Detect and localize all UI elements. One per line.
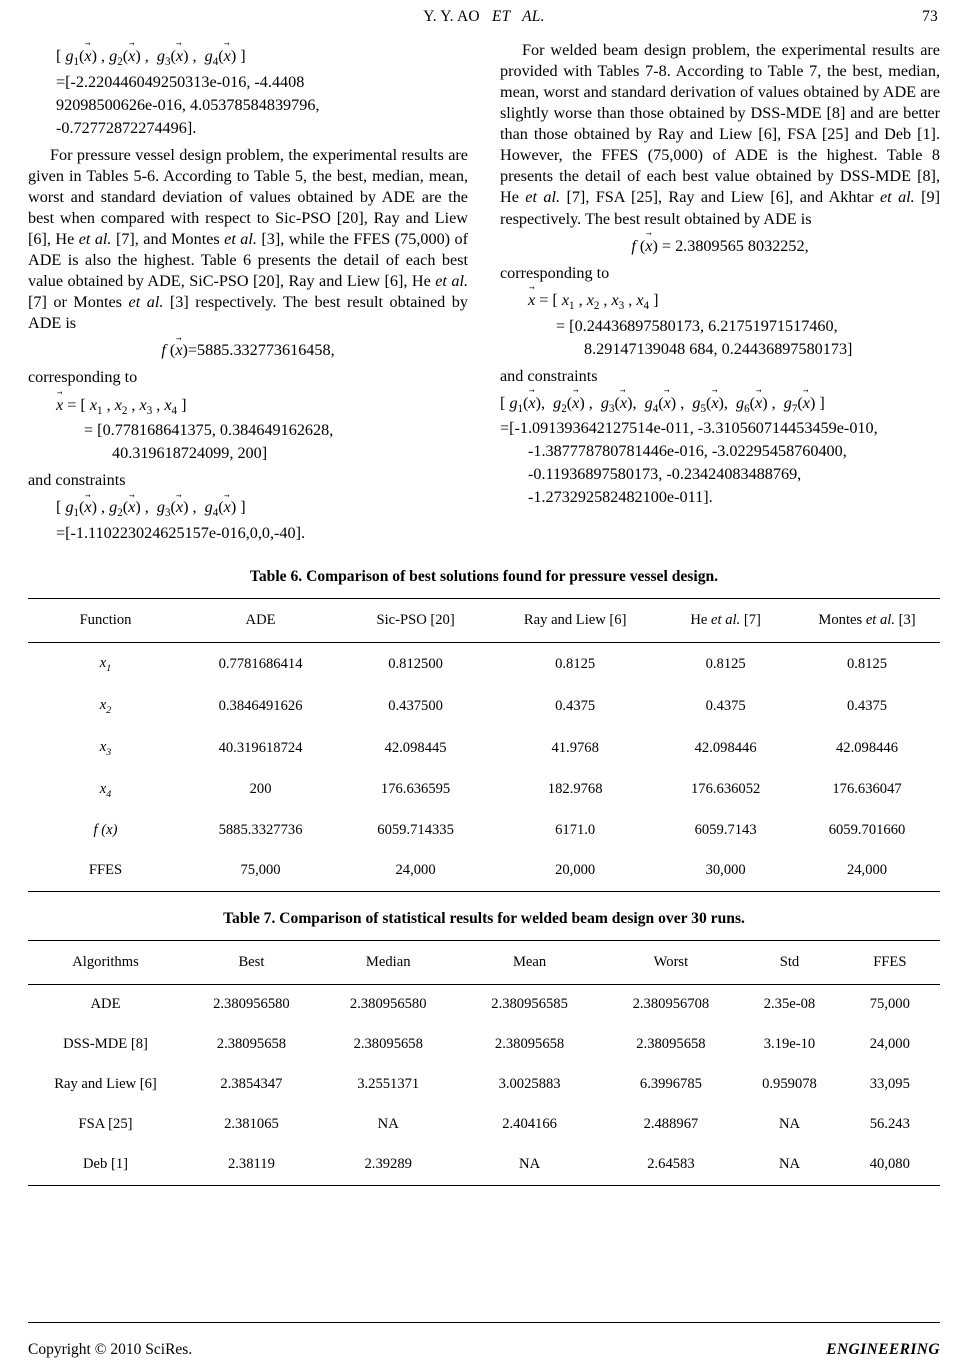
- table7-cell: 2.38095658: [216, 1036, 287, 1053]
- table6-cell: 0.812500: [388, 655, 443, 672]
- table-row: [28, 1105, 940, 1145]
- table7-header-row: [28, 940, 940, 984]
- right-constraints-values-2: -1.387778780781446e-016, -3.02295458760400,: [528, 442, 847, 461]
- table-row: [28, 811, 940, 851]
- body-columns: [28, 40, 940, 550]
- running-head-etal: ET AL.: [491, 8, 545, 25]
- table6-cell: 0.8125: [846, 655, 888, 672]
- table6-col-ray-liew: Ray and Liew [6]: [493, 599, 657, 643]
- right-vector-line: x → = [ $x_1$ , $x_2$ , $x_3$ , $x_4$ ]: [500, 289, 940, 315]
- journal-name: ENGINEERING: [826, 1341, 940, 1358]
- right-equation-f: f (x →) = 2.3809565 8032252,: [500, 235, 940, 258]
- right-constraints-label: and constraints: [500, 366, 598, 385]
- table7-cell: 3.2551371: [357, 1076, 420, 1093]
- table7-cell: NA: [778, 1116, 801, 1133]
- table6-cell: 0.8125: [705, 655, 746, 672]
- table7-col-median: Median: [320, 940, 457, 984]
- table6-cell: 42.098446: [694, 739, 757, 756]
- table6-cell: 5885.3327736: [218, 822, 303, 839]
- left-vector-values-1: = [0.778168641375, 0.384649162628,: [84, 421, 334, 440]
- table6-header-row: [28, 599, 940, 643]
- right-column: [500, 40, 940, 550]
- table6-cell: 0.4375: [846, 697, 888, 714]
- right-constraints-line: [ $g_1(x$ →), $g_2(x$ →) , $g_3(x$ →), $g_4(x$ →) , $g_5(x$ →), $g_6(x$ →) , $g_7(x$ →) ]: [500, 392, 940, 418]
- table7-cell: 2.380956580: [213, 996, 290, 1013]
- table6-col-montes: Montes et al. [3]: [794, 599, 940, 643]
- table7-col-mean: Mean: [457, 940, 603, 984]
- table7-col-std: Std: [739, 940, 839, 984]
- left-vector-block: [28, 394, 468, 466]
- table-row: [28, 685, 940, 727]
- table7-col-best: Best: [183, 940, 320, 984]
- table-row: [28, 1145, 940, 1186]
- right-constraints-values-1: =[-1.091393642127514e-011, -3.310560714453459e-010,: [500, 419, 878, 438]
- table7-cell: 2.38119: [183, 1145, 320, 1186]
- table-row: [28, 851, 940, 892]
- left-constraints-line: [ $g_1(x$ →) , $g_2(x$ →) , $g_3(x$ →) , $g_4(x$ →) ]: [28, 496, 468, 522]
- table7-cell: 33,095: [869, 1076, 910, 1093]
- table-row: [28, 727, 940, 769]
- table6-cell: 24,000: [794, 851, 940, 892]
- table7-cell: 2.404166: [502, 1116, 557, 1133]
- footer-divider: [28, 1322, 940, 1323]
- right-vector-values-2: 8.29147139048 684, 0.24436897580173]: [584, 339, 853, 358]
- table7-cell: 2.488967: [643, 1116, 699, 1133]
- table7-row-label: Ray and Liew [6]: [54, 1076, 157, 1093]
- copyright-notice: Copyright © 2010 SciRes.: [28, 1341, 193, 1358]
- running-head: [28, 0, 940, 34]
- left-paragraph-1: For pressure vessel design problem, the experimental results are given in Tables 5-6. According to Table 5, the best, median, mean, worst and standard deviation of values obtained by ADE are the best when compared with respect to Sic-PSO [20], Ray and Liew [6], He et al. [7], and Montes et al. [3], while the FFES (75,000) of ADE is also the highest. Table 6 presents the detail of each best value obtained by ADE, SiC-PSO [20], Ray and Liew [6], He et al. [7] or Montes et al. [3] respectively. The best result obtained by ADE is: [28, 145, 468, 333]
- table6-row-label: $x_3$: [99, 738, 112, 758]
- table-row: [28, 1065, 940, 1105]
- running-head-title: [28, 8, 940, 26]
- table6-cell: 6171.0: [555, 822, 596, 839]
- table6-cell: 176.636052: [690, 781, 761, 798]
- left-constraints-top-line4: -0.72772872274496].: [56, 118, 197, 137]
- table7-caption: Table 7. Comparison of statistical results for welded beam design over 30 runs.: [223, 909, 745, 927]
- table6-row-label: $x_2$: [99, 696, 112, 716]
- table6-cell: 42.098446: [836, 739, 899, 756]
- table7-col-ffes: FFES: [840, 940, 940, 984]
- table7-cell: 40,080: [840, 1145, 940, 1186]
- table6-cell: 30,000: [657, 851, 794, 892]
- left-column: [28, 40, 468, 550]
- right-constraints-values-3: -0.11936897580173, -0.23424083488769,: [528, 465, 802, 484]
- page-footer: [28, 1322, 940, 1359]
- table7-row-label: ADE: [90, 996, 121, 1013]
- table6-cell: 6059.7143: [694, 822, 757, 839]
- left-constraints-top-line3: 92098500626e-016, 4.05378584839796,: [56, 95, 320, 114]
- table6-row-label: $x_1$: [99, 654, 112, 674]
- left-equation-f: f (x →)=5885.332773616458,: [28, 339, 468, 362]
- table7-cell: 2.380956580: [349, 996, 427, 1013]
- table7-cell: 2.39289: [320, 1145, 457, 1186]
- table6-col-sicpso: Sic-PSO [20]: [338, 599, 493, 643]
- table7-cell: 2.380956585: [491, 996, 568, 1013]
- table6-cell: 0.437500: [388, 697, 443, 714]
- table7-cell: 2.35e-08: [763, 996, 816, 1013]
- left-constraints-top-block: [28, 45, 468, 140]
- table7-col-worst: Worst: [603, 940, 740, 984]
- table7-cell: NA: [377, 1116, 399, 1133]
- right-equation-f-block: [500, 235, 940, 258]
- table6-row-label: f (x): [93, 822, 118, 839]
- table6: [28, 598, 940, 892]
- left-vector-line: x → = [ $x_1$ , $x_2$ , $x_3$ , $x_4$ ]: [28, 394, 468, 420]
- table7-cell: 75,000: [869, 996, 910, 1013]
- table7-cell: 2.38095658: [353, 1036, 423, 1053]
- table6-row-label: $x_4$: [99, 780, 112, 800]
- table7-row-label: FSA [25]: [78, 1116, 133, 1133]
- left-constraints-block: [28, 496, 468, 545]
- table6-cell: 182.9768: [547, 781, 603, 798]
- table6-col-ade: ADE: [183, 599, 338, 643]
- table6-cell: 40.319618724: [218, 739, 303, 756]
- table6-wrapper: [28, 568, 940, 892]
- table6-cell: 176.636047: [832, 781, 902, 798]
- table7-cell: 2.38095658: [636, 1036, 706, 1053]
- left-constraints-top-line2: =[-2.220446049250313e-016, -4.4408: [56, 72, 305, 91]
- table6-cell: 75,000: [183, 851, 338, 892]
- page-number: 73: [922, 8, 938, 25]
- table7: [28, 940, 940, 1186]
- running-head-authors: Y. Y. AO: [423, 8, 480, 25]
- left-constraints-values: =[-1.110223024625157e-016,0,0,-40].: [56, 524, 306, 543]
- table-row: [28, 769, 940, 811]
- right-paragraph-1: For welded beam design problem, the experimental results are provided with Tables 7-8. According to Table 7, the best, median, mean, worst and standard derivation of values obtained by ADE are slightly worse than those obtained by DSS-MDE [8] and are better than those obtained by Ray and Liew [6], FSA [25] and Deb [1]. However, the FFES (75,000) of ADE is the highest. Table 8 presents the detail of each best value obtained by DSS-MDE [8], He et al. [7], FSA [25], Ray and Liew [6], and Akhtar et al. [9] respectively. The best result obtained by ADE is: [500, 41, 940, 228]
- left-constraints-top-line1: [ $g_1(x$ →) , $g_2(x$ →) , $g_3(x$ →) , $g_4(x$ →) ]: [28, 45, 468, 71]
- table6-cell: 0.4375: [555, 697, 596, 714]
- table6-row-label: FFES: [28, 851, 183, 892]
- right-corresponding-label: corresponding to: [500, 263, 610, 282]
- table7-wrapper: [28, 910, 940, 1186]
- table6-cell: 42.098445: [384, 739, 447, 756]
- left-constraints-label: and constraints: [28, 471, 126, 490]
- table6-cell: 0.7781686414: [218, 655, 303, 672]
- right-constraints-values-4: -1.273292582482100e-011].: [528, 488, 713, 507]
- table-row: [28, 1025, 940, 1065]
- table7-col-algorithms: Algorithms: [28, 940, 183, 984]
- table6-cell: 20,000: [493, 851, 657, 892]
- table7-row-label: Deb [1]: [28, 1145, 183, 1186]
- table6-cell: 200: [249, 781, 272, 798]
- table6-cell: 0.8125: [555, 655, 596, 672]
- table6-col-he: He et al. [7]: [657, 599, 794, 643]
- right-vector-values-1: = [0.24436897580173, 6.21751971517460,: [556, 316, 838, 335]
- table-row: [28, 984, 940, 1025]
- table7-cell: 24,000: [869, 1036, 910, 1053]
- table7-cell: 3.19e-10: [763, 1036, 816, 1053]
- table7-cell: 6.3996785: [639, 1076, 702, 1093]
- table7-cell: NA: [739, 1145, 839, 1186]
- table7-cell: 2.3854347: [220, 1076, 283, 1093]
- table6-cell: 176.636595: [380, 781, 451, 798]
- left-vector-values-2: 40.319618724099, 200]: [112, 444, 268, 463]
- table7-cell: 2.380956708: [632, 996, 710, 1013]
- table6-cell: 0.3846491626: [218, 697, 303, 714]
- table7-cell: 56.243: [869, 1116, 910, 1133]
- right-constraints-block: [500, 392, 940, 510]
- table6-col-function: Function: [28, 599, 183, 643]
- table6-cell: 41.9768: [551, 739, 599, 756]
- table7-cell: 2.64583: [603, 1145, 740, 1186]
- right-vector-block: [500, 289, 940, 361]
- table6-cell: 6059.714335: [377, 822, 454, 839]
- table6-cell: 0.4375: [705, 697, 746, 714]
- left-corresponding-label: corresponding to: [28, 368, 138, 387]
- footer-row: [28, 1341, 940, 1359]
- table7-row-label: DSS-MDE [8]: [63, 1036, 148, 1053]
- table6-caption: Table 6. Comparison of best solutions found for pressure vessel design.: [249, 568, 719, 586]
- table7-cell: 2.381065: [224, 1116, 279, 1133]
- table7-cell: 0.959078: [762, 1076, 817, 1093]
- table-row: [28, 643, 940, 685]
- table7-cell: 3.0025883: [498, 1076, 561, 1093]
- table6-cell: 24,000: [338, 851, 493, 892]
- table7-cell: 2.38095658: [494, 1036, 565, 1053]
- table6-cell: 6059.701660: [828, 822, 906, 839]
- table7-cell: NA: [457, 1145, 603, 1186]
- left-equation-f-block: [28, 339, 468, 362]
